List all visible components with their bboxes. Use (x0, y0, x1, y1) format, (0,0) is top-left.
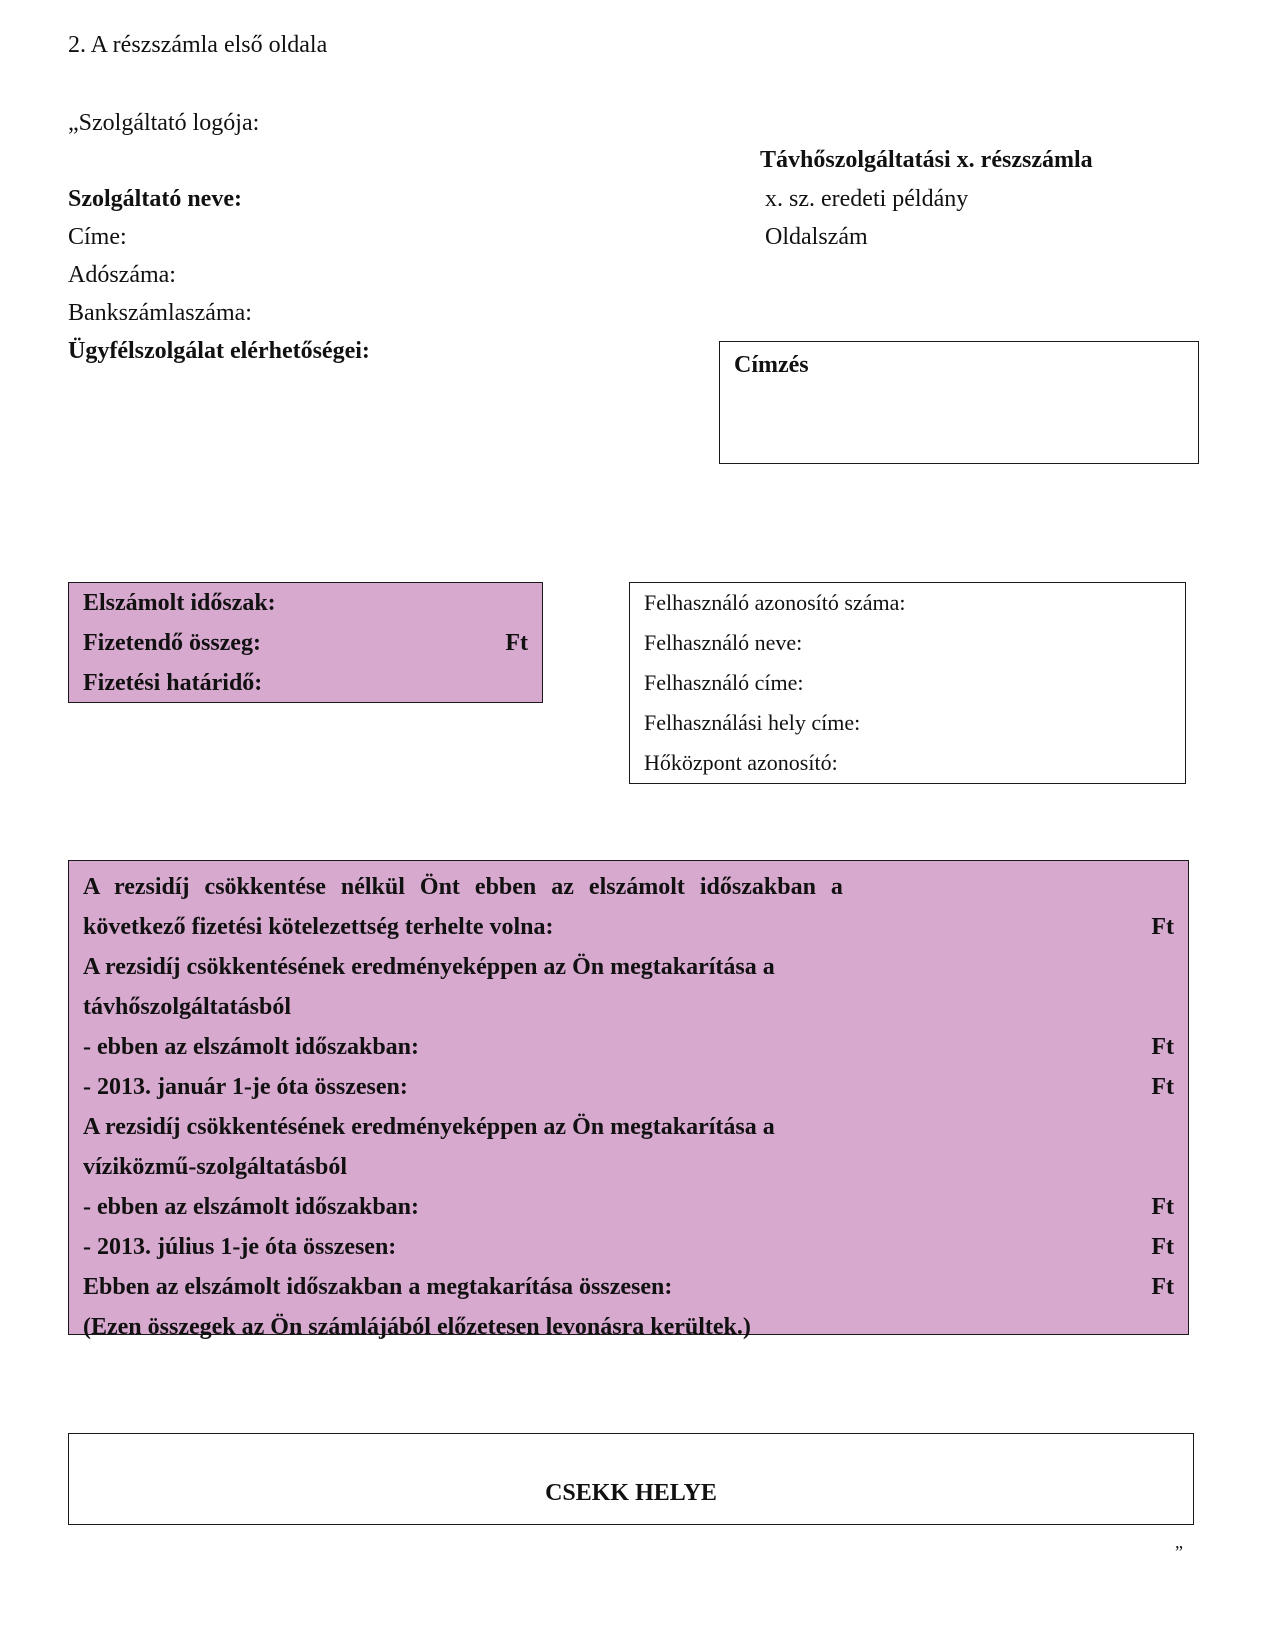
user-info-box (629, 582, 1186, 784)
savings-line (69, 867, 1188, 907)
savings-text: Ebben az elszámolt időszakban a megtakarítása összesen: (83, 1274, 673, 1300)
invoice-page-number: Oldalszám (765, 224, 868, 250)
payment-summary-box (68, 582, 543, 703)
user-id-row (630, 583, 1185, 623)
usage-location-label: Felhasználási hely címe: (644, 710, 861, 735)
cheque-box-label: CSEKK HELYE (545, 1480, 717, 1506)
savings-text: következő fizetési kötelezettség terhelte volna: (83, 914, 554, 940)
savings-line (69, 1187, 1188, 1227)
user-name-row (630, 623, 1185, 663)
closing-quote: ” (1175, 1542, 1183, 1562)
user-address-label: Felhasználó címe: (644, 670, 804, 695)
usage-location-row (630, 703, 1185, 743)
savings-text: A rezsidíj csökkentése nélkül Önt ebben az elszámolt időszakban a (83, 874, 843, 900)
billing-period-label: Elszámolt időszak: (83, 590, 276, 616)
payment-deadline-label: Fizetési határidő: (83, 670, 263, 696)
savings-unit: Ft (1151, 914, 1174, 940)
provider-logo-label: „Szolgáltató logója: (68, 110, 260, 136)
invoice-title: Távhőszolgáltatási x. részszámla (760, 147, 1093, 173)
savings-text: - ebben az elszámolt időszakban: (83, 1194, 419, 1220)
amount-due-unit: Ft (505, 630, 528, 656)
savings-unit: Ft (1151, 1074, 1174, 1100)
savings-line (69, 1027, 1188, 1067)
address-box (719, 341, 1199, 464)
cheque-box (68, 1433, 1194, 1525)
savings-text: víziközmű-szolgáltatásból (83, 1154, 347, 1180)
invoice-copy: x. sz. eredeti példány (765, 186, 969, 212)
provider-bank-label: Bankszámlaszáma: (68, 300, 252, 326)
savings-box (68, 860, 1189, 1340)
user-id-label: Felhasználó azonosító száma: (644, 590, 906, 615)
user-address-row (630, 663, 1185, 703)
savings-line (69, 1067, 1188, 1107)
savings-line (69, 1227, 1188, 1267)
savings-text: - 2013. január 1-je óta összesen: (83, 1074, 408, 1100)
amount-due-label: Fizetendő összeg: (83, 630, 261, 656)
savings-unit: Ft (1151, 1034, 1174, 1060)
savings-line (69, 947, 1188, 987)
savings-text: A rezsidíj csökkentésének eredményeképpen az Ön megtakarítása a (83, 954, 775, 980)
savings-line (69, 1147, 1188, 1187)
savings-line (69, 1307, 1188, 1347)
savings-line (69, 987, 1188, 1027)
savings-text: - ebben az elszámolt időszakban: (83, 1034, 419, 1060)
savings-text: - 2013. július 1-je óta összesen: (83, 1234, 397, 1260)
savings-unit: Ft (1151, 1194, 1174, 1220)
billing-period-row (69, 583, 542, 623)
savings-line (69, 1107, 1188, 1147)
savings-text: A rezsidíj csökkentésének eredményeképpen az Ön megtakarítása a (83, 1114, 775, 1140)
savings-line (69, 907, 1188, 947)
savings-line (69, 1267, 1188, 1307)
savings-unit: Ft (1151, 1234, 1174, 1260)
provider-address-label: Címe: (68, 224, 127, 250)
savings-unit: Ft (1151, 1274, 1174, 1300)
heat-center-row (630, 743, 1185, 783)
user-name-label: Felhasználó neve: (644, 630, 803, 655)
address-box-label: Címzés (734, 352, 809, 378)
provider-name-label: Szolgáltató neve: (68, 186, 242, 212)
amount-due-row (69, 623, 542, 663)
savings-text: távhőszolgáltatásból (83, 994, 292, 1020)
heat-center-label: Hőközpont azonosító: (644, 750, 838, 775)
payment-deadline-row (69, 663, 542, 703)
customer-service-label: Ügyfélszolgálat elérhetőségei: (68, 338, 370, 364)
section-title: 2. A részszámla első oldala (68, 32, 328, 58)
savings-text: (Ezen összegek az Ön számlájából előzetesen levonásra kerültek.) (83, 1314, 751, 1340)
provider-tax-label: Adószáma: (68, 262, 176, 288)
